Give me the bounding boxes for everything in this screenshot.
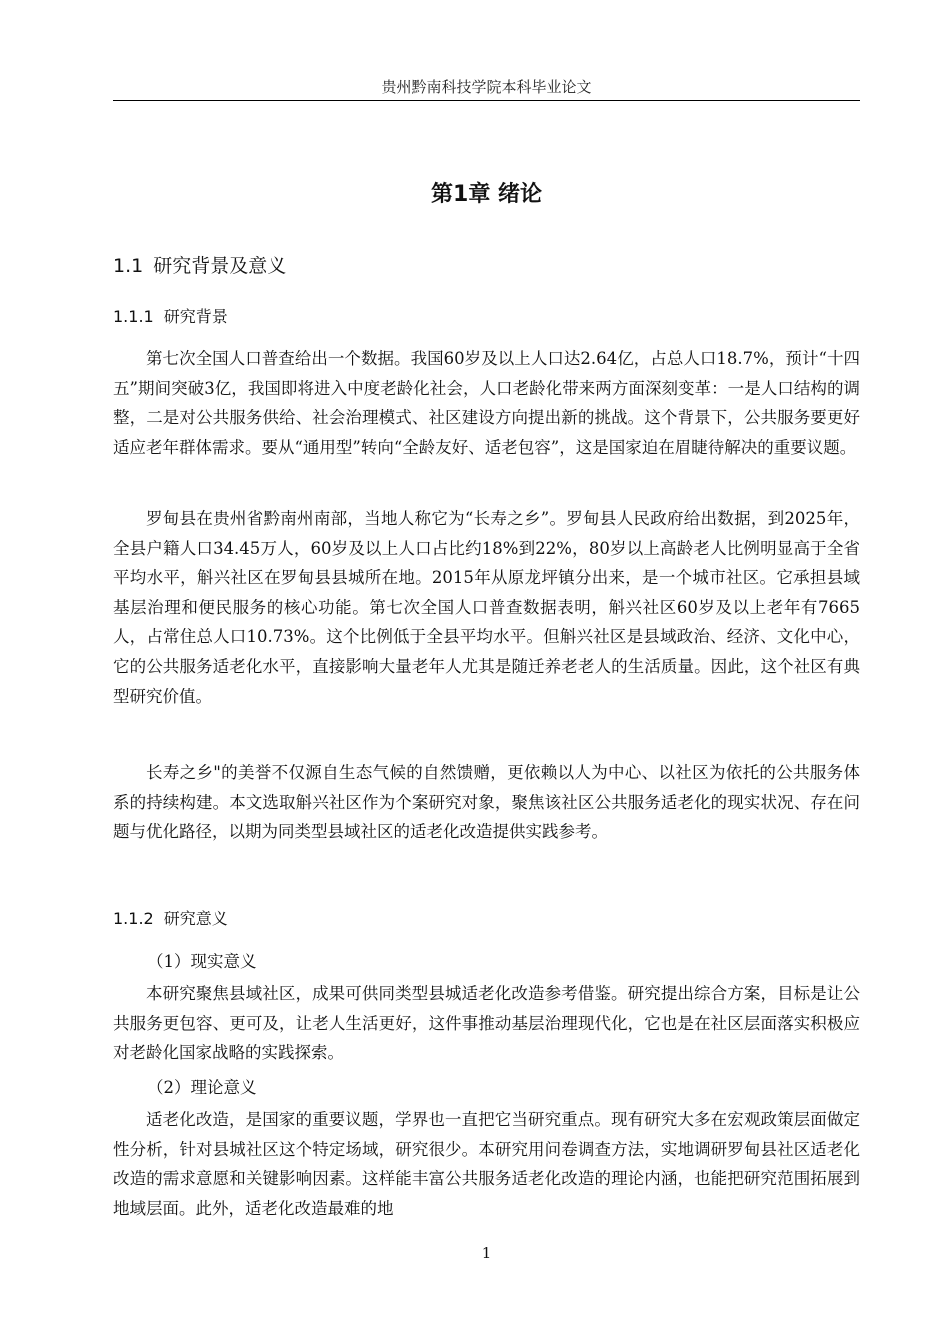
running-header: 贵州黔南科技学院本科毕业论文 xyxy=(381,78,592,96)
subsection-number: 1.1.2 xyxy=(113,909,154,928)
chapter-title: 第1章 绪论 xyxy=(431,182,542,207)
page-number: 1 xyxy=(481,1244,492,1262)
theoretical-significance-label: （2）理论意义 xyxy=(147,1078,257,1097)
subsection-title: 研究背景 xyxy=(163,307,228,326)
header-rule xyxy=(113,100,860,101)
section-heading xyxy=(113,253,286,279)
subsection-heading-significance xyxy=(113,908,228,930)
paragraph: 长寿之乡"的美誉不仅源自生态气候的自然馈赠，更依赖以人为中心、以社区为依托的公共服务体系的持续构建。本文选取斛兴社区作为个案研究对象，聚焦该社区公共服务适老化的现实状况、存在问题与优化路径，以期为同类型县域社区的适老化改造提供实践参考。 xyxy=(113,763,860,842)
paragraph: 罗甸县在贵州省黔南州南部，当地人称它为“长寿之乡”。罗甸县人民政府给出数据，到2025年，全县户籍人口34.45万人，60岁及以上人口占比约18%到22%，80岁以上高龄老人比例明显高于全省平均水平，斛兴社区在罗甸县县城所在地。2015年从原龙坪镇分出来，是一个城市社区。它承担县域基层治理和便民服务的核心功能。第七次全国人口普查数据表明，斛兴社区60岁及以上老年有7665人，占常住总人口10.73%。这个比例低于全县平均水平。但斛兴社区是县域政治、经济、文化中心，它的公共服务适老化水平，直接影响大量老年人尤其是随迁养老老人的生活质量。因此，这个社区有典型研究价值。 xyxy=(113,509,860,706)
paragraph: 第七次全国人口普查给出一个数据。我国60岁及以上人口达2.64亿，占总人口18.7%，预计“十四五”期间突破3亿，我国即将进入中度老龄化社会，人口老龄化带来两方面深刻变革：一是人口结构的调整，二是对公共服务供给、社会治理模式、社区建设方向提出新的挑战。这个背景下，公共服务要更好适应老年群体需求。要从“通用型”转向“全龄友好、适老包容”，这是国家迫在眉睫待解决的重要议题。 xyxy=(113,349,860,457)
section-number: 1.1 xyxy=(113,255,144,277)
subsection-number: 1.1.1 xyxy=(113,307,154,326)
practical-significance-label: （1）现实意义 xyxy=(147,952,257,971)
paragraph: 本研究聚焦县域社区，成果可供同类型县城适老化改造参考借鉴。研究提出综合方案，目标是让公共服务更包容、更可及，让老人生活更好，这件事推动基层治理现代化，它也是在社区层面落实积极应对老龄化国家战略的实践探索。 xyxy=(113,984,860,1063)
section-title: 研究背景及意义 xyxy=(153,255,287,277)
subsection-title: 研究意义 xyxy=(163,909,228,928)
paragraph: 适老化改造，是国家的重要议题，学界也一直把它当研究重点。现有研究大多在宏观政策层面做定性分析，针对县城社区这个特定场域，研究很少。本研究用问卷调查方法，实地调研罗甸县社区适老化改造的需求意愿和关键影响因素。这样能丰富公共服务适老化改造的理论内涵，也能把研究范围拓展到地域层面。此外，适老化改造最难的地 xyxy=(113,1110,860,1218)
subsection-heading-background xyxy=(113,306,228,328)
